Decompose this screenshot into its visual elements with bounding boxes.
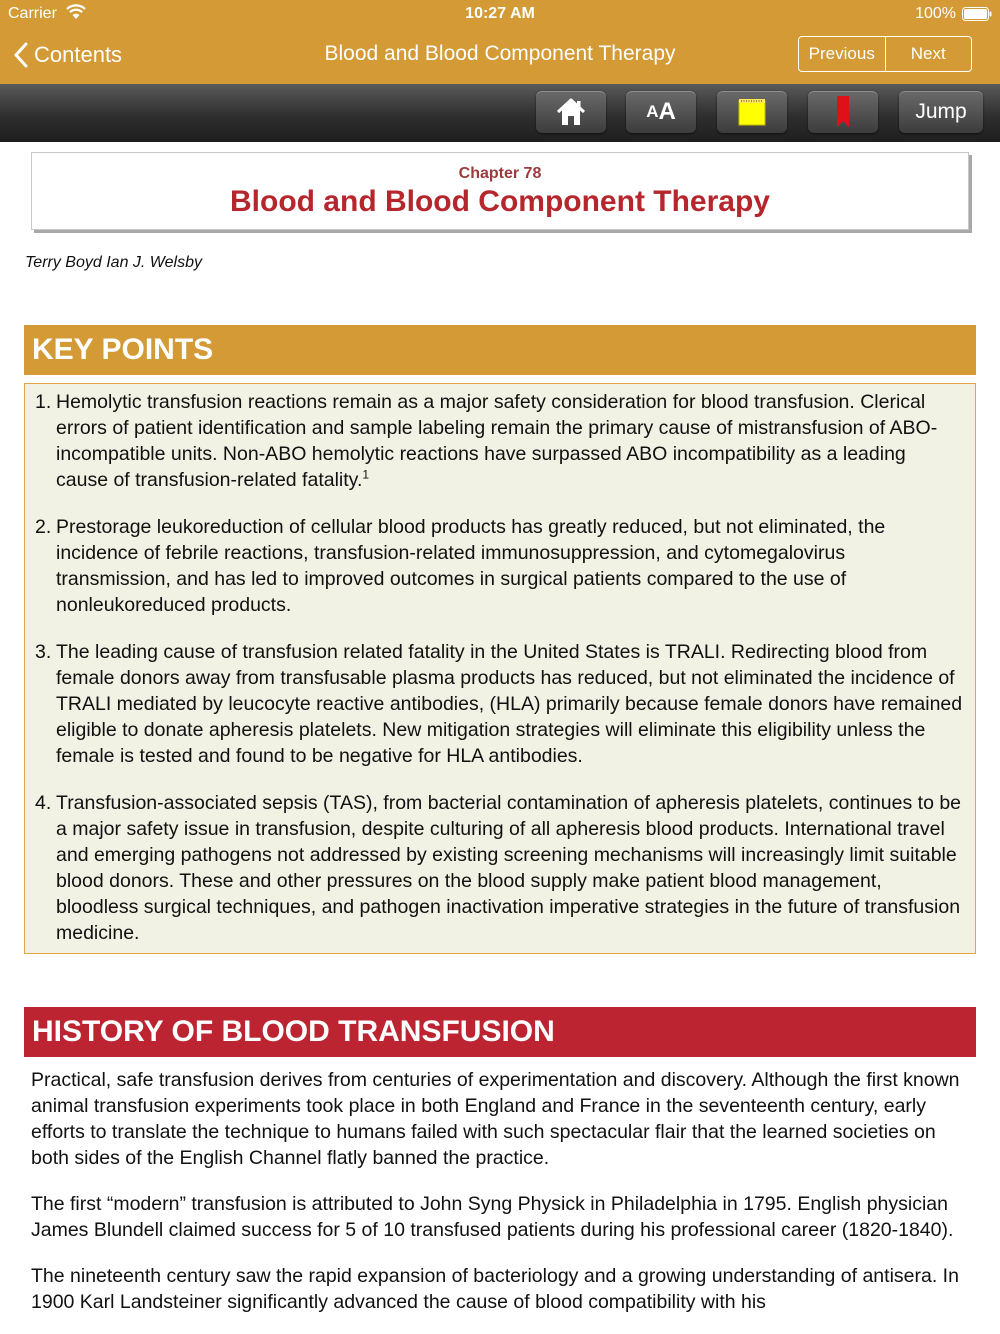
- history-paragraph: The first “modern” transfusion is attributed to John Syng Physick in Philadelphia in 1795. English physician James Blundell claimed success for 5 of 10 transfused patients during his professional career (1820-1840).: [31, 1193, 954, 1241]
- font-size-small-glyph: A: [646, 102, 659, 121]
- key-points-heading: KEY POINTS: [24, 325, 976, 375]
- history-heading: HISTORY OF BLOOD TRANSFUSION: [24, 1007, 976, 1057]
- previous-button[interactable]: Previous: [799, 37, 886, 71]
- key-point-text: [56, 389, 963, 493]
- back-label: Contents: [34, 42, 123, 67]
- status-bar: [0, 0, 1000, 28]
- chapter-title: Blood and Blood Component Therapy: [230, 185, 770, 218]
- top-bar: [0, 0, 1000, 84]
- key-point-number: 1.: [35, 391, 52, 413]
- history-paragraph: The nineteenth century saw the rapid expansion of bacteriology and a growing understanding of antisera. In 1900 Karl Landsteiner significantly advanced the cause of blood compatibility with his: [31, 1265, 959, 1313]
- history-body: [31, 1067, 971, 1334]
- key-point-item: [35, 514, 963, 618]
- key-point-text: Prestorage leukoreduction of cellular blood products has greatly reduced, but not eliminated, the incidence of febrile reactions, transfusion-related immunosuppression, and cytomegalovirus transmission, and has led to improved outcomes in surgical patients compared to the use of nonleukoreduced products.: [56, 516, 886, 616]
- key-points-box: [24, 383, 976, 954]
- reference-superscript[interactable]: 1: [362, 467, 370, 482]
- battery-percent: 100%: [915, 5, 956, 22]
- carrier-label: Carrier: [8, 5, 57, 22]
- notes-button[interactable]: [717, 91, 787, 133]
- key-point-number: 2.: [35, 516, 52, 538]
- back-contents-button[interactable]: [14, 40, 122, 70]
- home-icon: [556, 97, 586, 127]
- key-point-item: [35, 389, 963, 493]
- prev-next-control: [798, 36, 972, 72]
- chapter-number: Chapter 78: [458, 165, 542, 182]
- bookmark-button[interactable]: [808, 91, 878, 133]
- key-point-item: [35, 790, 963, 946]
- content-area[interactable]: [0, 142, 1000, 1334]
- clock: 10:27 AM: [465, 5, 535, 22]
- key-point-body: Hemolytic transfusion reactions remain as a major safety consideration for blood transfusion. Clerical errors of patient identification and sample labeling remain the primary cause of mistransfusion of ABO-incompatible units. Non-ABO hemolytic reactions have surpassed ABO incompatibility as a leading cause of transfusion-related fatality.: [56, 391, 938, 491]
- jump-button[interactable]: Jump: [899, 91, 983, 133]
- home-button[interactable]: [536, 91, 606, 133]
- navigation-bar: [0, 28, 1000, 84]
- nav-title: Blood and Blood Component Therapy: [324, 42, 676, 65]
- key-point-number: 4.: [35, 792, 52, 814]
- bookmark-icon: [835, 96, 851, 128]
- key-point-number: 3.: [35, 641, 52, 663]
- key-points-list: [35, 389, 963, 967]
- chevron-left-icon: [14, 42, 28, 68]
- key-point-item: [35, 639, 963, 769]
- key-point-text: Transfusion-associated sepsis (TAS), from bacterial contamination of apheresis platelets, continues to be a major safety issue in transfusion, despite culturing of all apheresis blood products. International travel and emerging pathogens not addressed by existing screening mechanisms will increasingly limit suitable blood donors. These and other pressures on the blood supply make patient blood management, bloodless surgical techniques, and pathogen inactivation imperative strategies in the future of transfusion medicine.: [56, 792, 962, 944]
- battery-icon: [962, 7, 992, 21]
- chapter-header: [31, 152, 969, 230]
- notepad-icon: [738, 98, 766, 126]
- font-size-big-glyph: A: [658, 98, 676, 125]
- key-point-text: The leading cause of transfusion related fatality in the United States is TRALI. Redirecting blood from female donors away from transfusable plasma products has reduced, but not eliminated the incidence of TRALI mediated by leucocyte reactive antibodies, (HLA) primarily because female donors have remained eligible to donate apheresis platelets. New mitigation strategies will eliminate this eligibility unless the female is tested and found to be negative for HLA antibodies.: [56, 641, 963, 767]
- chapter-authors: Terry Boyd Ian J. Welsby: [25, 254, 202, 271]
- next-button[interactable]: Next: [910, 44, 946, 63]
- font-size-button[interactable]: [626, 91, 696, 133]
- history-paragraph: Practical, safe transfusion derives from centuries of experimentation and discovery. Although the first known animal transfusion experiments took place in both England and France in the seventeenth century, early efforts to translate the technique to humans failed with such spectacular flair that the learned societies on both sides of the English Channel flatly banned the practice.: [31, 1069, 960, 1169]
- toolbar: [0, 84, 1000, 142]
